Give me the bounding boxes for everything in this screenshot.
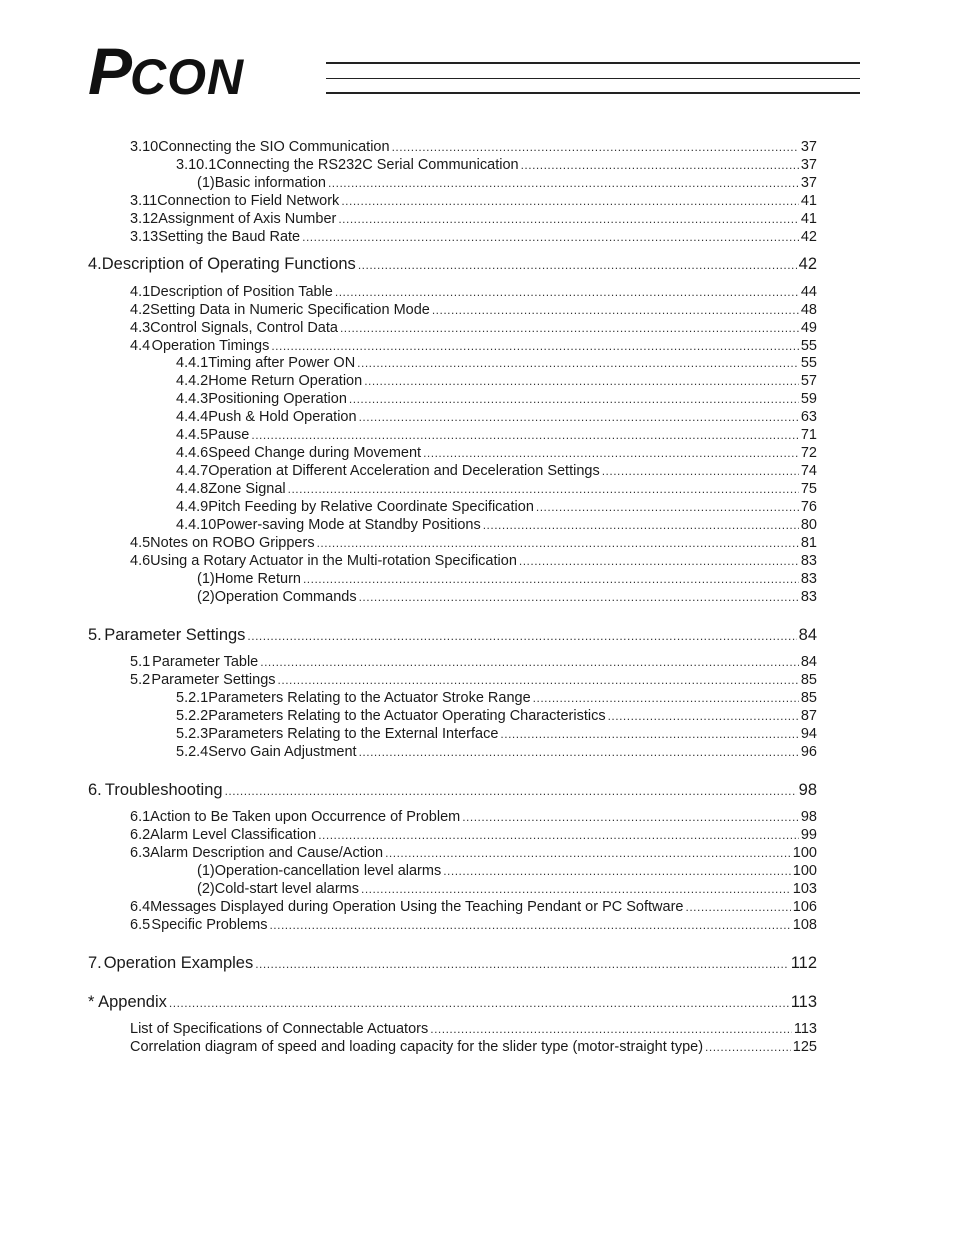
toc-entry-title: Setting the Baud Rate (158, 229, 301, 245)
toc-leader-dots (686, 898, 791, 916)
toc-entry-number: 4.5 (130, 535, 151, 551)
toc-entry[interactable] (176, 156, 817, 174)
toc-entry-number: 5. (88, 626, 102, 644)
toc-entry-number: 6.1 (130, 809, 151, 825)
toc-entry-number: 4.4.5 (176, 427, 209, 443)
toc-entry-page: 83 (800, 571, 817, 587)
toc-entry-title: Parameters Relating to the External Interface (208, 726, 499, 742)
toc-entry-title: Pause (208, 427, 250, 443)
toc-entry-title: Connection to Field Network (157, 193, 340, 209)
toc-leader-dots (358, 255, 797, 275)
toc-entry-title: * Appendix (88, 993, 167, 1011)
toc-entry-page: 100 (792, 845, 817, 861)
toc-leader-dots (288, 480, 799, 498)
toc-leader-dots (533, 689, 799, 707)
toc-entry[interactable] (197, 588, 817, 606)
toc-leader-dots (602, 462, 799, 480)
toc-entry-title: Operation at Different Acceleration and Deceleration Settings (208, 463, 600, 479)
toc-entry-title: Operation Examples (103, 954, 254, 972)
toc-entry-title: Connecting the SIO Communication (158, 139, 390, 155)
toc-leader-dots (247, 626, 796, 646)
toc-entry-page: 59 (800, 391, 817, 407)
toc-entry[interactable] (130, 210, 817, 228)
toc-leader-dots (302, 228, 799, 246)
toc-entry-title: Timing after Power ON (208, 355, 356, 371)
toc-entry-title: Push & Hold Operation (208, 409, 357, 425)
toc-entry-page: 37 (800, 157, 817, 173)
toc-entry-page: 84 (798, 626, 817, 644)
toc-entry[interactable] (176, 372, 817, 390)
toc-entry-number: 4.4.6 (176, 445, 209, 461)
toc-entry-title: Pitch Feeding by Relative Coordinate Specification (208, 499, 534, 515)
toc-entry-title: Action to Be Taken upon Occurrence of Problem (150, 809, 461, 825)
toc-leader-dots (251, 426, 798, 444)
toc-entry-number: (2) (197, 589, 215, 605)
toc-leader-dots (271, 337, 799, 355)
toc-entry-number: 6.2 (130, 827, 151, 843)
toc-entry-page: 55 (800, 355, 817, 371)
toc-leader-dots (608, 707, 799, 725)
toc-entry[interactable] (130, 337, 817, 355)
toc-leader-dots (225, 781, 797, 801)
toc-entry-title: Parameters Relating to the Actuator Operating Characteristics (208, 708, 606, 724)
toc-entry[interactable] (130, 808, 817, 826)
toc-entry[interactable] (130, 552, 817, 570)
toc-entry-number: 4.4.3 (176, 391, 209, 407)
toc-entry-page: 87 (800, 708, 817, 724)
toc-entry[interactable] (130, 319, 817, 337)
toc-entry-title: Description of Position Table (150, 284, 333, 300)
toc-entry-title: Basic information (214, 175, 326, 191)
toc-entry-title: Troubleshooting (104, 781, 223, 799)
toc-entry-number: 4. (88, 255, 102, 273)
toc-entry-title: Using a Rotary Actuator in the Multi-rotation Specification (150, 553, 517, 569)
toc-leader-dots (318, 826, 799, 844)
toc-leader-dots (392, 138, 799, 156)
toc-entry-number: 5.2.4 (176, 744, 209, 760)
toc-entry[interactable] (176, 516, 817, 534)
toc-entry-number: 4.4 (130, 338, 151, 354)
toc-entry[interactable] (130, 653, 817, 671)
toc-entry-number: (1) (197, 863, 215, 879)
toc-entry-page: 106 (792, 899, 817, 915)
toc-entry-title: Specific Problems (151, 917, 268, 933)
toc-entry-page: 75 (800, 481, 817, 497)
toc-entry-page: 71 (800, 427, 817, 443)
toc-entry-page: 57 (800, 373, 817, 389)
toc-entry[interactable] (176, 707, 817, 725)
toc-entry-title: Operation-cancellation level alarms (214, 863, 442, 879)
toc-entry-page: 83 (800, 589, 817, 605)
toc-entry-page: 44 (800, 284, 817, 300)
toc-entry[interactable] (88, 780, 817, 801)
toc-entry-number: 5.2.2 (176, 708, 209, 724)
toc-entry-page: 85 (800, 690, 817, 706)
toc-entry[interactable] (88, 992, 817, 1013)
toc-entry-title: Parameter Settings (104, 626, 246, 644)
toc-entry-page: 96 (800, 744, 817, 760)
toc-entry-page: 42 (800, 229, 817, 245)
toc-entry[interactable] (197, 880, 817, 898)
toc-leader-dots (303, 570, 799, 588)
toc-entry-number: (2) (197, 881, 215, 897)
toc-entry-number: 4.4.2 (176, 373, 209, 389)
pcon-logo (88, 34, 245, 108)
toc-entry-title: List of Specifications of Connectable Actuators (130, 1021, 429, 1037)
toc-leader-dots (364, 372, 799, 390)
header-rule-bottom (326, 92, 860, 94)
toc-entry-number: 7. (88, 954, 102, 972)
toc-entry-number: 4.4.10 (176, 517, 217, 533)
toc-entry-page: 80 (800, 517, 817, 533)
toc-entry-number: 4.4.7 (176, 463, 209, 479)
toc-entry-number: 4.2 (130, 302, 151, 318)
toc-entry-number: 5.2.1 (176, 690, 209, 706)
toc-leader-dots (357, 354, 799, 372)
toc-entry-page: 76 (800, 499, 817, 515)
toc-entry[interactable] (176, 689, 817, 707)
toc-entry-title: Power-saving Mode at Standby Positions (216, 517, 481, 533)
toc-entry-title: Operation Timings (151, 338, 270, 354)
toc-entry-page: 42 (798, 255, 817, 273)
toc-leader-dots (430, 1020, 792, 1038)
toc-leader-dots (335, 283, 799, 301)
toc-entry-title: Description of Operating Functions (101, 255, 356, 273)
toc-entry-page: 112 (790, 954, 817, 972)
toc-entry-title: Home Return (214, 571, 301, 587)
toc-entry-title: Control Signals, Control Data (150, 320, 338, 336)
toc-leader-dots (705, 1038, 791, 1056)
toc-entry[interactable] (176, 725, 817, 743)
toc-entry-title: Zone Signal (208, 481, 286, 497)
toc-entry-page: 99 (800, 827, 817, 843)
toc-entry[interactable] (130, 228, 817, 246)
toc-entry-number: 4.1 (130, 284, 151, 300)
toc-entry-number: 5.2.3 (176, 726, 209, 742)
toc-leader-dots (536, 498, 799, 516)
toc-entry-title: Servo Gain Adjustment (208, 744, 357, 760)
toc-entry-number: 4.4.8 (176, 481, 209, 497)
toc-entry-title: Correlation diagram of speed and loading capacity for the slider type (motor-straight type) (130, 1039, 704, 1055)
toc-entry-page: 41 (800, 211, 817, 227)
toc-leader-dots (278, 671, 799, 689)
toc-entry-title: Setting Data in Numeric Specification Mode (150, 302, 430, 318)
toc-leader-dots (423, 444, 799, 462)
toc-entry-title: Messages Displayed during Operation Using the Teaching Pendant or PC Software (150, 899, 684, 915)
toc-entry-number: 6. (88, 781, 102, 799)
toc-leader-dots (169, 993, 789, 1013)
toc-entry-title: Parameter Settings (151, 672, 276, 688)
toc-entry-title: Cold-start level alarms (214, 881, 359, 897)
header-rule-middle (326, 78, 860, 79)
toc-entry[interactable] (130, 534, 817, 552)
toc-leader-dots (500, 725, 798, 743)
toc-entry-number: 3.13 (130, 229, 159, 245)
toc-entry-page: 113 (793, 1021, 817, 1037)
toc-entry[interactable] (130, 192, 817, 210)
toc-leader-dots (260, 653, 799, 671)
toc-entry-number: 3.11 (130, 193, 158, 209)
toc-entry-page: 98 (798, 781, 817, 799)
toc-entry-page: 55 (800, 338, 817, 354)
toc-entry-page: 49 (800, 320, 817, 336)
toc-entry-title: Speed Change during Movement (208, 445, 422, 461)
toc-entry[interactable] (197, 862, 817, 880)
toc-leader-dots (328, 174, 799, 192)
toc-entry[interactable] (176, 462, 817, 480)
toc-entry-number: 6.5 (130, 917, 151, 933)
toc-entry-page: 98 (800, 809, 817, 825)
toc-leader-dots (432, 301, 799, 319)
toc-entry[interactable] (176, 426, 817, 444)
toc-entry-page: 125 (792, 1039, 817, 1055)
toc-leader-dots (521, 156, 799, 174)
toc-entry[interactable] (176, 498, 817, 516)
toc-entry-number: 4.4.9 (176, 499, 209, 515)
header-rule-top (326, 62, 860, 64)
toc-leader-dots (519, 552, 799, 570)
toc-leader-dots (359, 743, 799, 761)
toc-entry-title: Positioning Operation (208, 391, 347, 407)
toc-entry-page: 103 (792, 881, 817, 897)
toc-entry-title: Alarm Level Classification (150, 827, 317, 843)
toc-entry[interactable] (130, 671, 817, 689)
toc-entry-page: 81 (800, 535, 817, 551)
toc-entry-page: 41 (800, 193, 817, 209)
toc-entry[interactable] (130, 826, 817, 844)
toc-entry-page: 37 (800, 139, 817, 155)
toc-leader-dots (317, 534, 799, 552)
toc-entry[interactable] (176, 444, 817, 462)
toc-entry-number: (1) (197, 571, 215, 587)
toc-entry-title: Alarm Description and Cause/Action (150, 845, 384, 861)
toc-entry[interactable] (176, 480, 817, 498)
logo-letters-con: CON (130, 49, 245, 105)
toc-leader-dots (385, 844, 791, 862)
toc-entry-page: 63 (800, 409, 817, 425)
toc-entry-title: Parameters Relating to the Actuator Stroke Range (208, 690, 531, 706)
toc-entry-number: 3.12 (130, 211, 159, 227)
toc-leader-dots (443, 862, 791, 880)
toc-entry[interactable] (88, 953, 817, 974)
toc-entry-page: 84 (800, 654, 817, 670)
toc-entry[interactable] (88, 254, 817, 275)
toc-entry-page: 108 (792, 917, 817, 933)
toc-entry[interactable] (176, 354, 817, 372)
toc-entry-title: Connecting the RS232C Serial Communication (216, 157, 519, 173)
toc-entry[interactable] (130, 283, 817, 301)
toc-entry[interactable] (130, 898, 817, 916)
toc-entry[interactable] (197, 174, 817, 192)
toc-entry-title: Home Return Operation (208, 373, 363, 389)
toc-entry-number: 5.1 (130, 654, 151, 670)
toc-entry-number: 4.6 (130, 553, 151, 569)
toc-entry[interactable] (130, 844, 817, 862)
toc-entry[interactable] (176, 408, 817, 426)
toc-entry[interactable] (130, 301, 817, 319)
toc-entry-number: 4.4.4 (176, 409, 209, 425)
toc-leader-dots (349, 390, 799, 408)
toc-leader-dots (359, 588, 799, 606)
toc-entry-page: 100 (792, 863, 817, 879)
toc-entry-title: Operation Commands (214, 589, 357, 605)
toc-entry-page: 83 (800, 553, 817, 569)
toc-entry-title: Assignment of Axis Number (158, 211, 337, 227)
toc-entry-number: 3.10 (130, 139, 159, 155)
toc-entry-page: 72 (800, 445, 817, 461)
toc-entry-page: 48 (800, 302, 817, 318)
toc-entry-page: 113 (790, 993, 817, 1011)
toc-leader-dots (341, 192, 799, 210)
toc-entry[interactable] (130, 916, 817, 934)
toc-entry[interactable] (88, 625, 817, 646)
toc-entry[interactable] (130, 1020, 817, 1038)
toc-entry[interactable] (130, 138, 817, 156)
toc-entry-page: 94 (800, 726, 817, 742)
toc-entry[interactable] (130, 1038, 817, 1056)
toc-leader-dots (340, 319, 799, 337)
toc-entry-title: Notes on ROBO Grippers (150, 535, 315, 551)
toc-leader-dots (462, 808, 799, 826)
toc-entry-number: 3.10.1 (176, 157, 217, 173)
toc-entry-number: 4.3 (130, 320, 151, 336)
toc-entry[interactable] (197, 570, 817, 588)
toc-entry-page: 74 (800, 463, 817, 479)
toc-leader-dots (255, 954, 788, 974)
toc-leader-dots (338, 210, 799, 228)
toc-entry-title: Parameter Table (152, 654, 259, 670)
logo-letter-p: P (88, 34, 131, 108)
toc-entry[interactable] (176, 743, 817, 761)
toc-leader-dots (269, 916, 790, 934)
toc-entry-page: 37 (800, 175, 817, 191)
toc-leader-dots (359, 408, 799, 426)
toc-entry[interactable] (176, 390, 817, 408)
toc-leader-dots (483, 516, 799, 534)
toc-entry-number: 6.3 (130, 845, 151, 861)
toc-leader-dots (361, 880, 791, 898)
toc-entry-number: 6.4 (130, 899, 151, 915)
toc-entry-number: (1) (197, 175, 215, 191)
toc-entry-page: 85 (800, 672, 817, 688)
toc-entry-number: 4.4.1 (176, 355, 209, 371)
page-header (0, 0, 954, 110)
toc-entry-number: 5.2 (130, 672, 151, 688)
